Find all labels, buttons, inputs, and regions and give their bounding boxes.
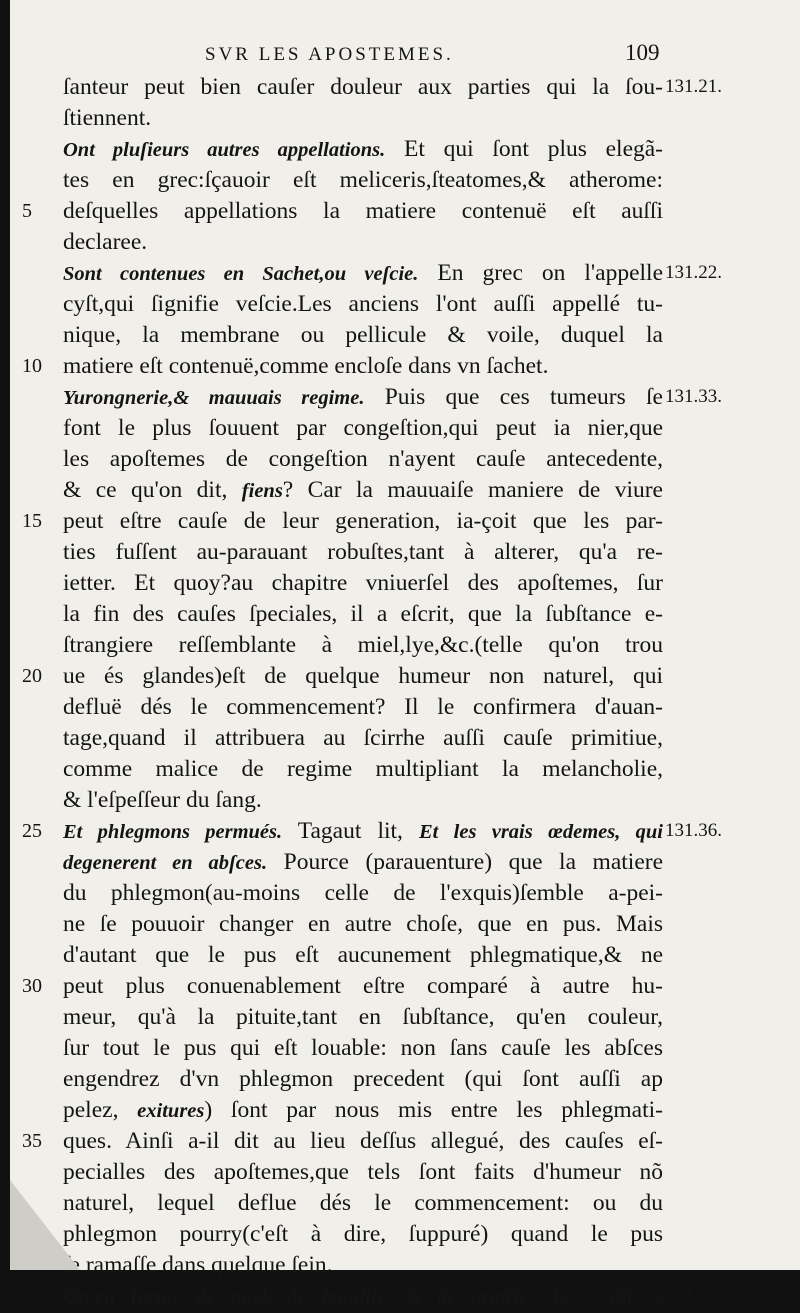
text-line bbox=[63, 506, 663, 537]
italic-lemma: fiens bbox=[241, 480, 283, 502]
text-line bbox=[63, 72, 663, 103]
page-number: 109 bbox=[625, 40, 660, 65]
text-segment: ſtrangiere reſſemblante à miel,lye,&c.(telle qu'on trou bbox=[63, 632, 663, 658]
text-line bbox=[63, 816, 663, 847]
text-line bbox=[63, 227, 663, 258]
line-number: 35 bbox=[22, 1130, 42, 1152]
text-line bbox=[63, 103, 663, 134]
italic-lemma: exitures bbox=[137, 1100, 205, 1122]
text-segment: nique, la membrane ou pellicule & voile, duquel la bbox=[63, 322, 663, 348]
text-line bbox=[63, 1126, 663, 1157]
text-segment: la fin des cauſes ſpeciales, il a eſcrit, que la ſubſtance e- bbox=[63, 601, 663, 627]
text-line bbox=[63, 475, 663, 506]
italic-lemma: Yurongnerie,& mauuais regime. bbox=[63, 387, 365, 409]
text-line bbox=[63, 940, 663, 971]
text-line bbox=[63, 351, 663, 382]
text-line bbox=[63, 971, 663, 1002]
text-segment: les apoſtemes de congeſtion n'ayent cauſe antecedente, bbox=[63, 446, 663, 472]
text-line bbox=[63, 1250, 663, 1281]
italic-lemma: Et les vrais œdemes, qui bbox=[418, 821, 663, 843]
page-header bbox=[10, 38, 790, 68]
text-segment: ques. Ainſi a-il dit au lieu deſſus allegué, des cauſes eſ- bbox=[63, 1128, 663, 1154]
line-number: 10 bbox=[22, 355, 42, 377]
text-segment: Tagaut lit, bbox=[282, 818, 419, 844]
text-segment: Pource (parauenture) que la matiere bbox=[267, 849, 664, 875]
text-line bbox=[63, 537, 663, 568]
text-segment: defluë dés le commencement? Il le confirmera d'auan- bbox=[63, 694, 663, 720]
text-segment: engendrez d'vn phlegmon precedent (qui ſont auſſi ap bbox=[63, 1066, 663, 1092]
text-segment: pelez, bbox=[63, 1097, 138, 1123]
margin-reference: 131.21. bbox=[665, 76, 722, 97]
text-line bbox=[63, 1033, 663, 1064]
text-segment: ſe ramaſſe dans quelque ſein. bbox=[63, 1252, 333, 1278]
text-line bbox=[63, 661, 663, 692]
text-line bbox=[63, 1157, 663, 1188]
italic-lemma: Qu'en forme de miel, de bouillie, & de graiſſe. bbox=[63, 1286, 534, 1308]
italic-lemma: Sont contenues en Sachet,ou veſcie. bbox=[63, 263, 419, 285]
text-line bbox=[63, 444, 663, 475]
text-line bbox=[63, 909, 663, 940]
line-number: 15 bbox=[22, 510, 42, 532]
text-segment: ) ſont par nous mis entre les phlegmati- bbox=[204, 1097, 663, 1123]
page-corner-fold bbox=[10, 1180, 80, 1270]
text-segment: ſanteur peut bien cauſer douleur aux parties qui la ſou- bbox=[63, 74, 663, 100]
text-segment: cyſt,qui ſignifie veſcie.Les anciens l'ont auſſi appellé tu- bbox=[63, 291, 663, 317]
text-segment: Et qui ſont plus elegã- bbox=[385, 136, 664, 162]
text-line bbox=[63, 1219, 663, 1250]
text-segment: ietter. Et quoy?au chapitre vniuerſel des apoſtemes, ſur bbox=[63, 570, 663, 596]
text-segment: tes en grec:ſçauoir eſt meliceris,ſteatomes,& atherome: bbox=[63, 167, 663, 193]
text-line bbox=[63, 258, 663, 289]
text-segment: & l'eſpeſſeur du ſang. bbox=[63, 787, 262, 813]
text-line bbox=[63, 134, 663, 165]
text-segment: tage,quand il attribuera au ſcirrhe auſſi cauſe primitiue, bbox=[63, 725, 663, 751]
body-text bbox=[63, 72, 663, 1312]
text-segment: pecialles des apoſtemes,que tels ſont faits d'humeur nõ bbox=[63, 1159, 663, 1185]
italic-lemma: Et phlegmons permués. bbox=[63, 821, 283, 843]
text-segment: peut plus conuenablement eſtre comparé à autre hu- bbox=[63, 973, 663, 999]
line-number: 25 bbox=[22, 820, 42, 842]
italic-lemma: Ont pluſieurs autres appellations. bbox=[63, 139, 386, 161]
line-number: 20 bbox=[22, 665, 42, 687]
text-segment: meur, qu'à la pituite,tant en ſubſtance, qu'en couleur, bbox=[63, 1004, 663, 1030]
text-line bbox=[63, 692, 663, 723]
text-segment: ne ſe pouuoir changer en autre choſe, que en pus. Mais bbox=[63, 911, 663, 937]
text-line bbox=[63, 599, 663, 630]
text-segment: En grec on l'appelle bbox=[418, 260, 663, 286]
line-number: 30 bbox=[22, 975, 42, 997]
text-line bbox=[63, 413, 663, 444]
text-line bbox=[63, 196, 663, 227]
text-line bbox=[63, 568, 663, 599]
text-line bbox=[63, 1281, 663, 1312]
margin-reference: 131.22. bbox=[665, 262, 722, 283]
margin-reference: 131.36. bbox=[665, 820, 722, 841]
text-line bbox=[63, 754, 663, 785]
text-line bbox=[63, 289, 663, 320]
running-title: SVR LES APOSTEMES. bbox=[205, 44, 454, 65]
text-segment: naturel, lequel deflue dés le commencement: ou du bbox=[63, 1190, 663, 1216]
text-line bbox=[63, 320, 663, 351]
text-line bbox=[63, 785, 663, 816]
text-segment: phlegmon pourry(c'eſt à dire, ſuppuré) quand le pus bbox=[63, 1221, 663, 1247]
line-number: 5 bbox=[22, 200, 32, 222]
text-line bbox=[63, 1064, 663, 1095]
text-segment: & ce qu'on dit, bbox=[63, 477, 242, 503]
text-line bbox=[63, 165, 663, 196]
text-segment: comme malice de regime multipliant la melancholie, bbox=[63, 756, 663, 782]
text-line bbox=[63, 1002, 663, 1033]
text-segment: Tels abſces bbox=[533, 1283, 663, 1309]
text-segment: ue és glandes)eſt de quelque humeur non naturel, qui bbox=[63, 663, 663, 689]
text-segment: deſquelles appellations la matiere contenuë eſt auſſi bbox=[63, 198, 663, 224]
margin-reference: 131.33. bbox=[665, 386, 722, 407]
italic-lemma: degenerent en abſces. bbox=[63, 852, 268, 874]
text-segment: declaree. bbox=[63, 229, 148, 255]
text-line bbox=[63, 1188, 663, 1219]
book-page bbox=[10, 0, 800, 1309]
text-segment: font le plus ſouuent par congeſtion,qui peut ia nier,que bbox=[63, 415, 663, 441]
text-segment: peut eſtre cauſe de leur generation, ia-çoit que les par- bbox=[63, 508, 663, 534]
text-segment: du phlegmon(au-moins celle de l'exquis)ſemble a-pei- bbox=[63, 880, 663, 906]
text-segment: ? Car la mauuaiſe maniere de viure bbox=[282, 477, 663, 503]
text-line bbox=[63, 382, 663, 413]
text-line bbox=[63, 1095, 663, 1126]
text-segment: d'autant que le pus eſt aucunement phlegmatique,& ne bbox=[63, 942, 663, 968]
text-line bbox=[63, 630, 663, 661]
text-segment: ſtiennent. bbox=[63, 105, 152, 131]
text-segment: matiere eſt contenuë,comme encloſe dans vn ſachet. bbox=[63, 353, 549, 379]
margin-reference: 131. bbox=[665, 1285, 699, 1306]
text-line bbox=[63, 847, 663, 878]
text-segment: ſur tout le pus qui eſt louable: non ſans cauſe les abſces bbox=[63, 1035, 663, 1061]
text-line bbox=[63, 878, 663, 909]
text-segment: Puis que ces tumeurs ſe bbox=[364, 384, 663, 410]
text-line bbox=[63, 723, 663, 754]
text-segment: ties fuſſent au-parauant robuſtes,tant à alterer, qu'a re- bbox=[63, 539, 663, 565]
